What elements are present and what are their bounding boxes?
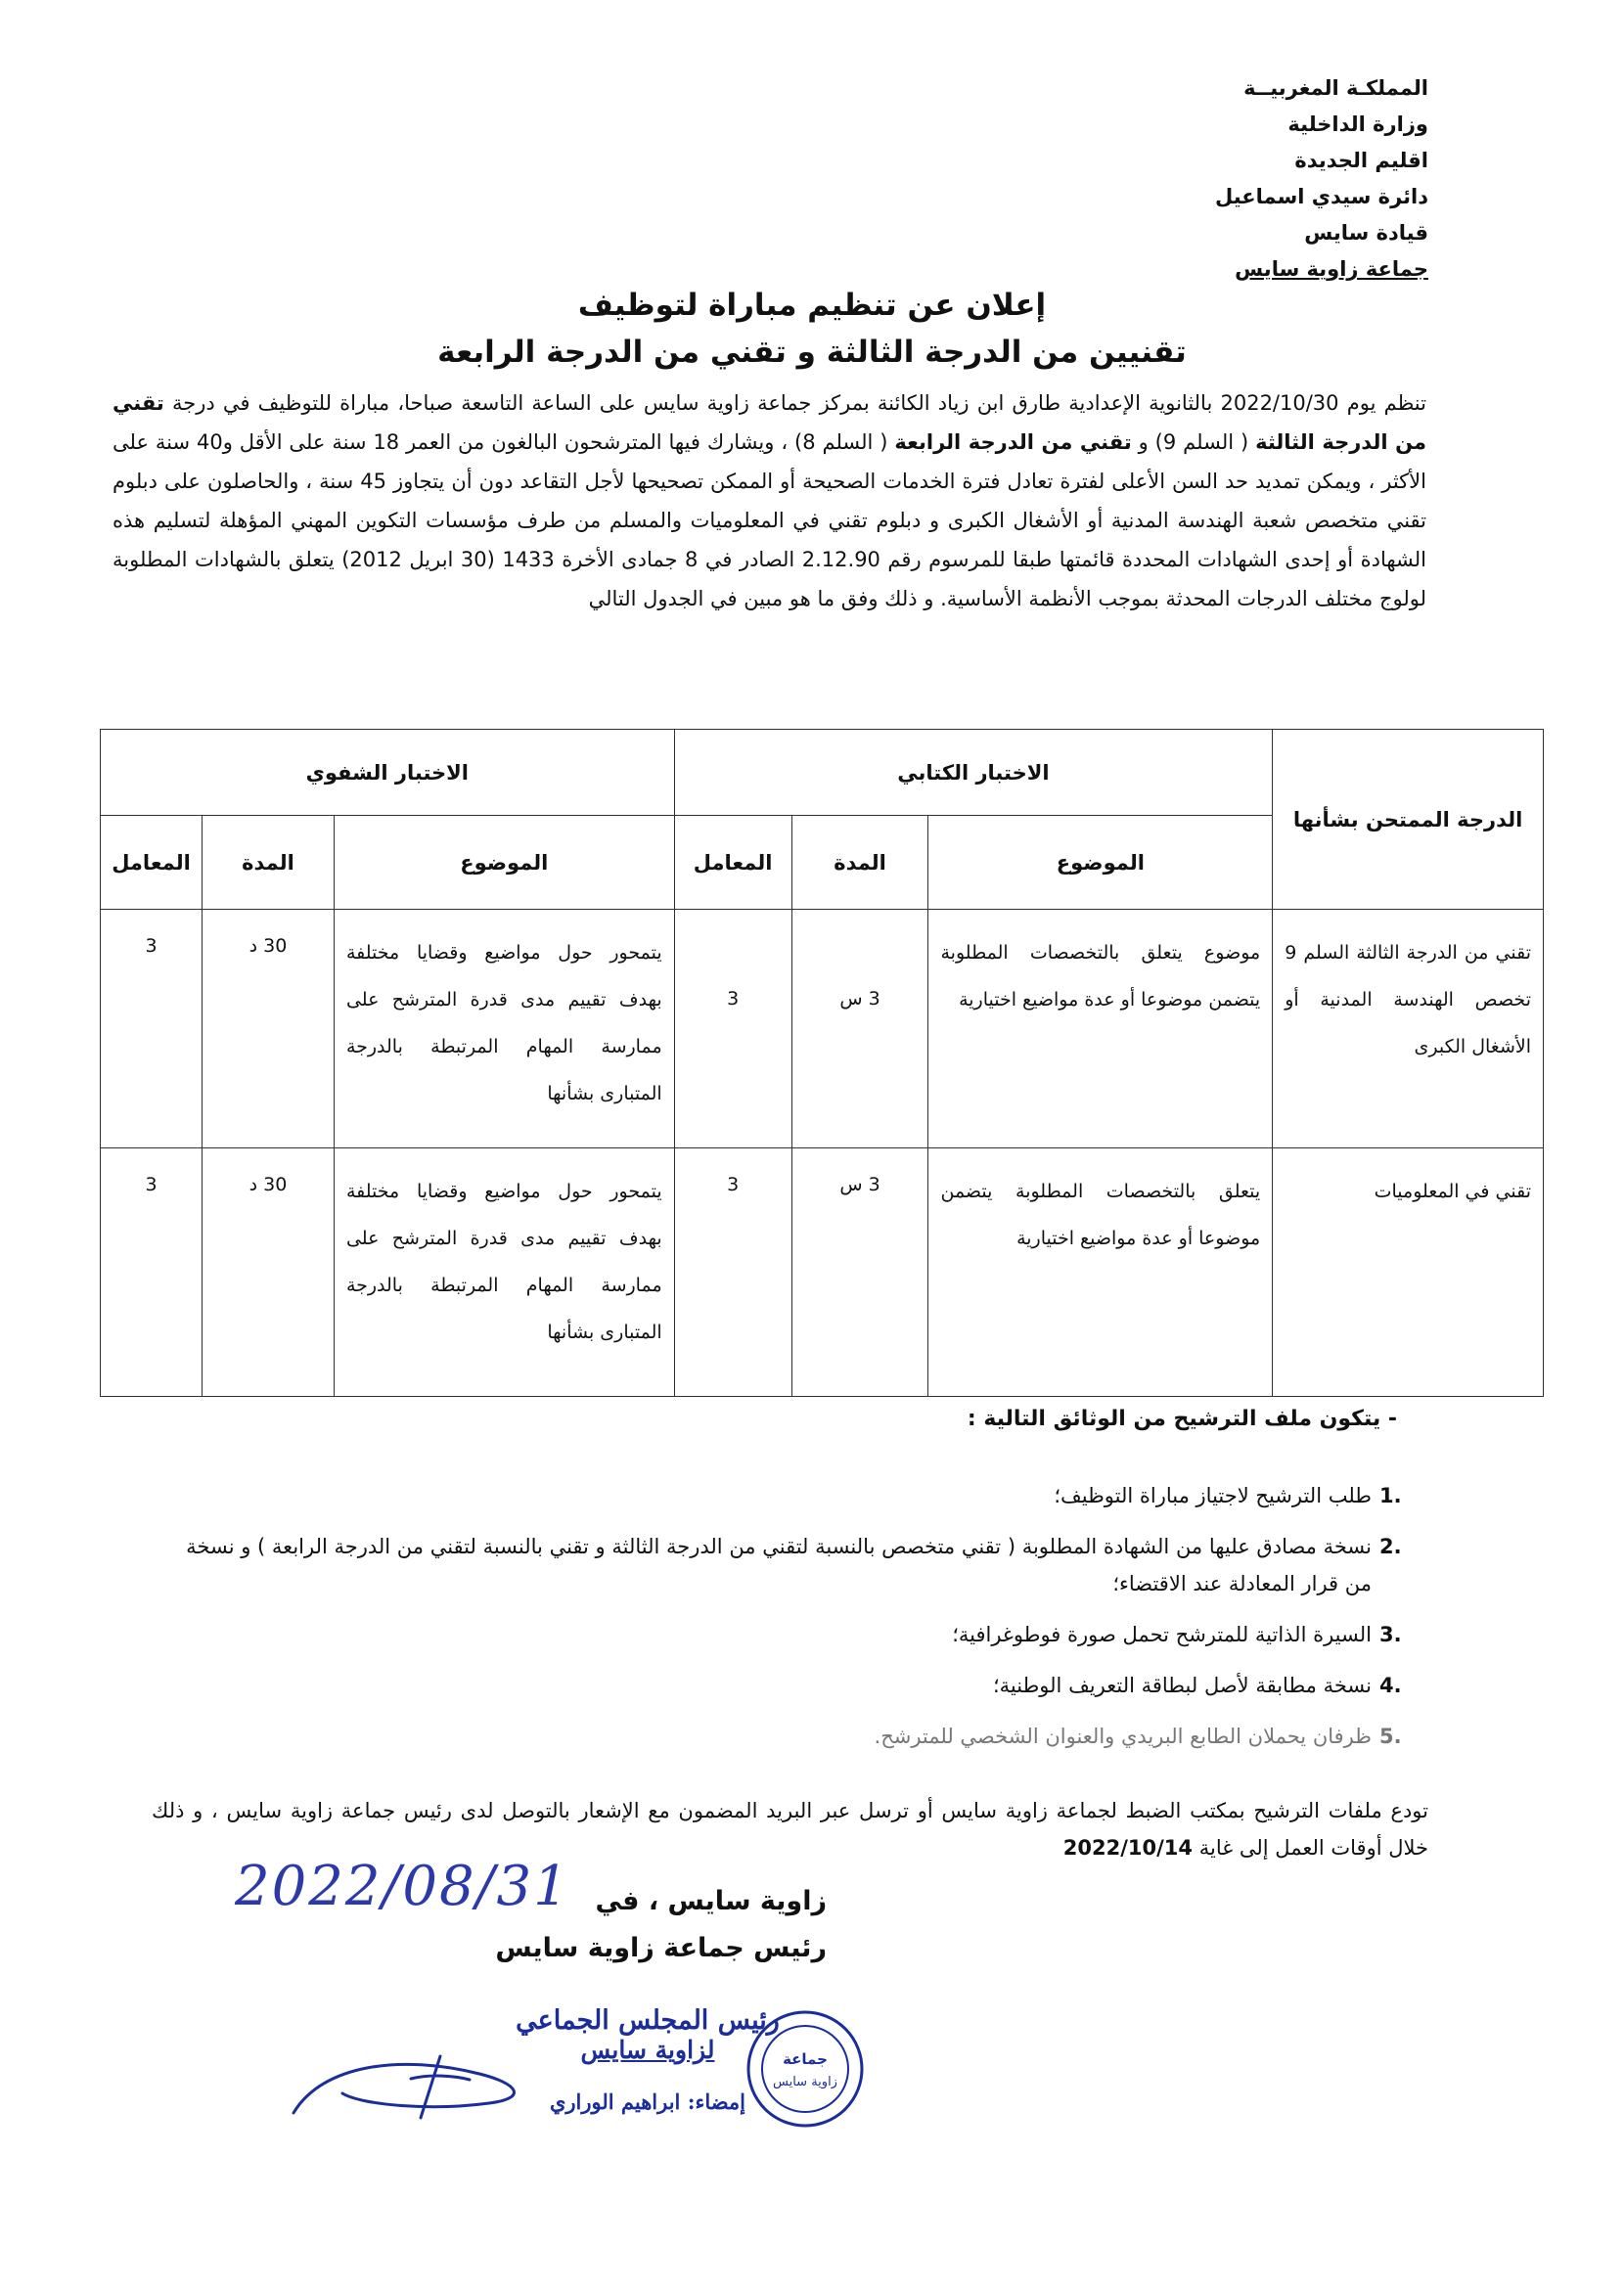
table-row: [101, 1148, 1544, 1397]
stamp-signatory: إمضاء: ابراهيم الوراري: [549, 2089, 746, 2114]
documents-list: [171, 1477, 1428, 1769]
list-item: [171, 1667, 1428, 1704]
table-row: [101, 910, 1544, 1148]
list-item: [171, 1477, 1428, 1514]
item-text: السيرة الذاتية للمترشح تحمل صورة فوطوغرافية؛: [952, 1623, 1372, 1646]
letterhead-line: المملكـة المغربيــة: [1243, 76, 1428, 100]
item-number: .2: [1379, 1535, 1402, 1558]
handwritten-date: 2022/08/31: [235, 1855, 570, 1918]
letterhead-line: جماعة زاوية سايس: [1235, 257, 1428, 281]
title-line-2: تقنيين من الدرجة الثالثة و تقني من الدرجة الرابعة: [437, 335, 1187, 370]
closing-signer: رئيس جماعة زاوية سايس: [495, 1933, 827, 1963]
deposit-deadline: 2022/10/14: [1062, 1836, 1194, 1860]
seal-text-1: جماعة: [783, 2050, 828, 2068]
written-subject-cell: موضوع يتعلق بالتخصصات المطلوبة يتضمن موضوعا أو عدة مواضيع اختيارية: [928, 910, 1273, 1148]
closing-place: زاوية سايس ، في: [595, 1886, 827, 1916]
letterhead-line: وزارة الداخلية: [1287, 112, 1428, 136]
seal-text-2: زاوية سايس: [773, 2075, 837, 2089]
oral-coef-header: المعامل: [101, 816, 203, 910]
intro-text: ( السلم 8) ، ويشارك فيها المترشحون البالغون من العمر 18 سنة على الأقل و40 سنة على الأكثر ، ويمكن تمديد حد السن الأعلى لفترة تعادل فترة الخدمات الصحيحة أو الممكن تصحيحها لأجل التقاعد دون أن يتجاوز 45 سنة ، والحاصلون على دبلوم تقني متخصص شعبة الهندسة المدنية أو الأشغال الكبرى و دبلوم تقني في المعلوميات والمسلم من طرف مؤسسات التكوين المهني المؤهلة لتسليم هذه الشهادة أو إحدى الشهادات المحددة قائمتها طبقا للمرسوم رقم 2.12.90 الصادر في 8 جمادى الأخرة 1433 (30 ابريل 2012) يتعلق بالشهادات المطلوبة لولوج مختلف الدرجات المحدثة بموجب الأنظمة الأساسية. و ذلك وفق ما هو مبين في الجدول التالي: [113, 430, 1427, 610]
item-text: نسخة مطابقة لأصل لبطاقة التعريف الوطنية؛: [992, 1674, 1372, 1697]
announcement-title: [293, 282, 1331, 376]
oral-exam-header: الاختبار الشفوي: [101, 730, 675, 816]
item-number: .4: [1379, 1674, 1402, 1697]
deposit-text: تودع ملفات الترشيح بمكتب الضبط لجماعة زاوية سايس أو ترسل عبر البريد المضمون مع الإشعار بالتوصل لدى رئيس جماعة زاوية سايس ، و ذلك خلال أوقات العمل إلى غاية: [152, 1799, 1428, 1860]
written-coef-header: المعامل: [674, 816, 791, 910]
grade-header: الدرجة الممتحن بشأنها: [1273, 730, 1544, 910]
written-exam-header: الاختبار الكتابي: [674, 730, 1273, 816]
item-number: .5: [1379, 1725, 1402, 1748]
list-item: [171, 1718, 1428, 1755]
item-number: .3: [1379, 1623, 1402, 1646]
item-text: طلب الترشيح لاجتياز مباراة التوظيف؛: [1054, 1484, 1372, 1507]
grade-cell: تقني من الدرجة الثالثة السلم 9 تخصص الهندسة المدنية أو الأشغال الكبرى: [1273, 910, 1544, 1148]
oral-coef-cell: 3: [101, 1148, 203, 1397]
stamp-commune: لزاوية سايس: [580, 2036, 715, 2064]
exam-table: [100, 729, 1544, 1397]
oral-duration-cell: 30 د: [203, 910, 335, 1148]
written-duration-header: المدة: [791, 816, 928, 910]
item-number: .1: [1379, 1484, 1402, 1507]
oral-duration-cell: 30 د: [203, 1148, 335, 1397]
written-coef-cell: 3: [674, 910, 791, 1148]
intro-grade-3: تقني من الدرجة الثالثة: [113, 391, 1426, 454]
written-subject-cell: يتعلق بالتخصصات المطلوبة يتضمن موضوعا أو عدة مواضيع اختيارية: [928, 1148, 1273, 1397]
stamp-title: رئيس المجلس الجماعي: [516, 2005, 780, 2036]
letterhead-line: قيادة سايس: [1304, 221, 1428, 245]
written-coef-cell: 3: [674, 1148, 791, 1397]
written-duration-cell: 3 س: [791, 1148, 928, 1397]
intro-text: تنظم يوم 2022/10/30 بالثانوية الإعدادية طارق ابن زياد الكائنة بمركز جماعة زاوية سايس على الساعة التاسعة صباحا، مباراة للتوظيف في درجة: [172, 391, 1426, 415]
oral-subject-header: الموضوع: [334, 816, 674, 910]
oral-subject-cell: يتمحور حول مواضيع وقضايا مختلفة بهدف تقييم مدى قدرة المترشح على ممارسة المهام المرتبطة بالدرجة المتبارى بشأنها: [334, 1148, 674, 1397]
intro-grade-4: تقني من الدرجة الرابعة: [894, 430, 1132, 454]
intro-text: ( السلم 9) و: [1138, 430, 1249, 454]
grade-cell: تقني في المعلوميات: [1273, 1148, 1544, 1397]
list-item: [171, 1616, 1428, 1653]
oral-subject-cell: يتمحور حول مواضيع وقضايا مختلفة بهدف تقييم مدى قدرة المترشح على ممارسة المهام المرتبطة بالدرجة المتبارى بشأنها: [334, 910, 674, 1148]
signature-icon: [284, 2044, 538, 2133]
title-line-1: إعلان عن تنظيم مباراة لتوظيف: [577, 288, 1047, 323]
oral-coef-cell: 3: [101, 910, 203, 1148]
documents-title: - يتكون ملف الترشيح من الوثائق التالية :: [967, 1407, 1397, 1431]
intro-paragraph: [113, 383, 1426, 618]
written-subject-header: الموضوع: [928, 816, 1273, 910]
oral-duration-header: المدة: [203, 816, 335, 910]
round-seal-icon: [742, 2005, 869, 2133]
letterhead-line: اقليم الجديدة: [1294, 149, 1428, 172]
item-text: ظرفان يحملان الطابع البريدي والعنوان الشخصي للمترشح.: [874, 1725, 1372, 1748]
list-item: [171, 1528, 1428, 1602]
written-duration-cell: 3 س: [791, 910, 928, 1148]
closing-block: [495, 1878, 827, 1972]
letterhead-line: دائرة سيدي اسماعيل: [1214, 185, 1428, 208]
letterhead: [1215, 70, 1428, 288]
item-text: نسخة مصادق عليها من الشهادة المطلوبة ( تقني متخصص بالنسبة لتقني من الدرجة الثالثة و تقني بالنسبة لتقني من الدرجة الرابعة ) و نسخة من قرار المعادلة عند الاقتضاء؛: [186, 1535, 1372, 1595]
